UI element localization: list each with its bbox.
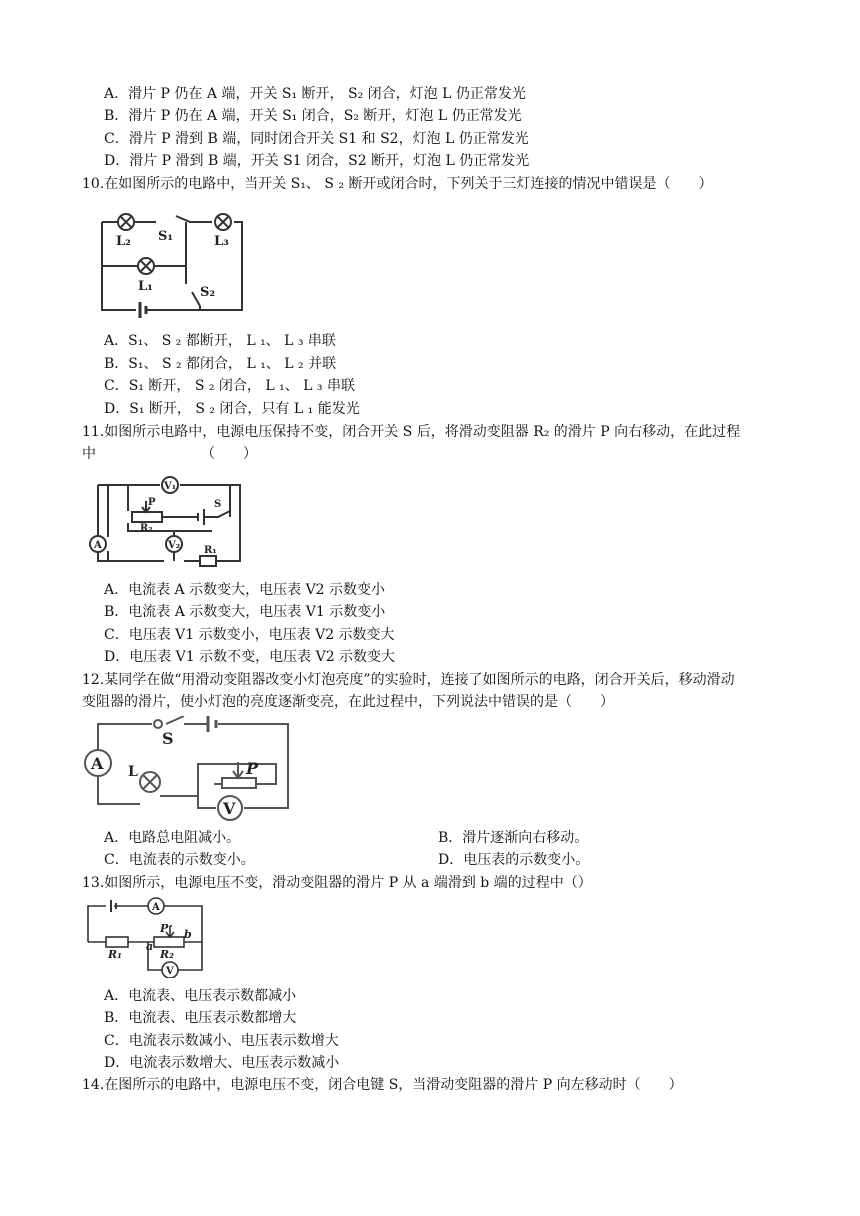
q12-circuit-diagram — [82, 716, 292, 826]
q10-label-l1: L₁ — [138, 279, 153, 294]
q9-option-b: B．滑片 P 仍在 A 端，开关 S₁ 闭合，S₂ 断开，灯泡 L 仍正常发光 — [104, 108, 522, 124]
q13-option-d: D．电流表示数增大、电压表示数减小 — [104, 1055, 340, 1071]
q13-label-a-end: a — [146, 940, 154, 953]
q11-stem-line2: 中 （ ） — [82, 446, 257, 462]
q12-option-c: C．电流表的示数变小。 — [104, 852, 255, 868]
q13-label-r1: R₁ — [108, 948, 122, 961]
q10-circuit-diagram — [96, 206, 248, 318]
q13-label-r2: R₂ — [160, 948, 174, 961]
q11-stem-line1: 11.如图所示电路中，电源电压保持不变，闭合开关 S 后，将滑动变阻器 R₂ 的滑片 P 向右移动，在此过程 — [82, 424, 741, 440]
q13-label-a: A — [152, 902, 160, 913]
q12-label-a: A — [91, 754, 104, 773]
q13-option-b: B．电流表、电压表示数都增大 — [104, 1010, 297, 1026]
q13-label-v: V — [166, 966, 174, 977]
q9-option-c: C．滑片 P 滑到 B 端，同时闭合开关 S1 和 S2，灯泡 L 仍正常发光 — [104, 131, 529, 147]
q10-option-a: A．S₁、 S ₂ 都断开， L ₁、 L ₃ 串联 — [104, 333, 336, 349]
q10-label-l2: L₂ — [116, 234, 131, 249]
q10-option-c: C．S₁ 断开， S ₂ 闭合， L ₁、 L ₃ 串联 — [104, 378, 355, 394]
q12-stem-line1: 12.某同学在做“用滑动变阻器改变小灯泡亮度”的实验时，连接了如图所示的电路，闭合开关后，移动滑动 — [82, 672, 735, 688]
q11-option-d: D．电压表 V1 示数不变，电压表 V2 示数变大 — [104, 649, 396, 665]
q13-circuit-diagram — [84, 896, 208, 978]
q11-option-b: B．电流表 A 示数变大，电压表 V1 示数变小 — [104, 604, 386, 620]
q10-label-s1: S₁ — [158, 229, 174, 244]
q12-option-a: A．电路总电阻减小。 — [104, 830, 241, 846]
q10-option-b: B．S₁、 S ₂ 都闭合， L ₁、 L ₂ 并联 — [104, 356, 337, 372]
q11-label-v1: V₁ — [164, 481, 177, 492]
q11-label-v2: V₂ — [168, 540, 181, 551]
q12-stem-line2: 变阻器的滑片，使小灯泡的亮度逐渐变亮，在此过程中，下列说法中错误的是（ ） — [82, 694, 614, 710]
q10-option-d: D．S₁ 断开， S ₂ 闭合，只有 L ₁ 能发光 — [104, 401, 360, 417]
q10-stem: 10.在如图所示的电路中，当开关 S₁、 S ₂ 断开或闭合时，下列关于三灯连接的情况中错误是（ ） — [82, 176, 713, 192]
q13-stem: 13.如图所示，电源电压不变，滑动变阻器的滑片 P 从 a 端滑到 b 端的过程中（） — [82, 875, 592, 891]
q11-option-c: C．电压表 V1 示数变小，电压表 V2 示数变大 — [104, 627, 395, 643]
q13-option-c: C．电流表示数减小、电压表示数增大 — [104, 1033, 339, 1049]
q11-label-a: A — [94, 540, 102, 551]
q10-label-s2: S₂ — [200, 285, 216, 300]
q12-label-v: V — [223, 799, 236, 818]
q12-option-b: B．滑片逐渐向右移动。 — [438, 830, 589, 846]
q11-label-p: P — [148, 497, 156, 508]
q12-label-s: S — [162, 729, 174, 748]
q13-option-a: A．电流表、电压表示数都减小 — [104, 988, 297, 1004]
q11-label-r1: R₁ — [204, 545, 217, 556]
q9-option-d: D．滑片 P 滑到 B 端，开关 S1 闭合，S2 断开，灯泡 L 仍正常发光 — [104, 153, 530, 169]
q11-label-r2: R₂ — [140, 523, 153, 534]
q13-label-b-end: b — [184, 928, 192, 941]
q12-label-l: L — [128, 764, 138, 780]
q11-option-a: A．电流表 A 示数变大，电压表 V2 示数变小 — [104, 582, 386, 598]
q9-option-a: A．滑片 P 仍在 A 端，开关 S₁ 断开， S₂ 闭合，灯泡 L 仍正常发光 — [104, 86, 526, 102]
q13-label-p: P — [160, 922, 169, 935]
q14-stem: 14.在图所示的电路中，电源电压不变，闭合电键 S，当滑动变阻器的滑片 P 向左移动时（ ） — [82, 1077, 683, 1093]
q11-label-s: S — [214, 499, 222, 510]
q12-option-d: D．电压表的示数变小。 — [438, 852, 590, 868]
q12-label-p: P — [246, 759, 259, 778]
q11-circuit-diagram — [88, 475, 250, 570]
q10-label-l3: L₃ — [214, 234, 229, 249]
